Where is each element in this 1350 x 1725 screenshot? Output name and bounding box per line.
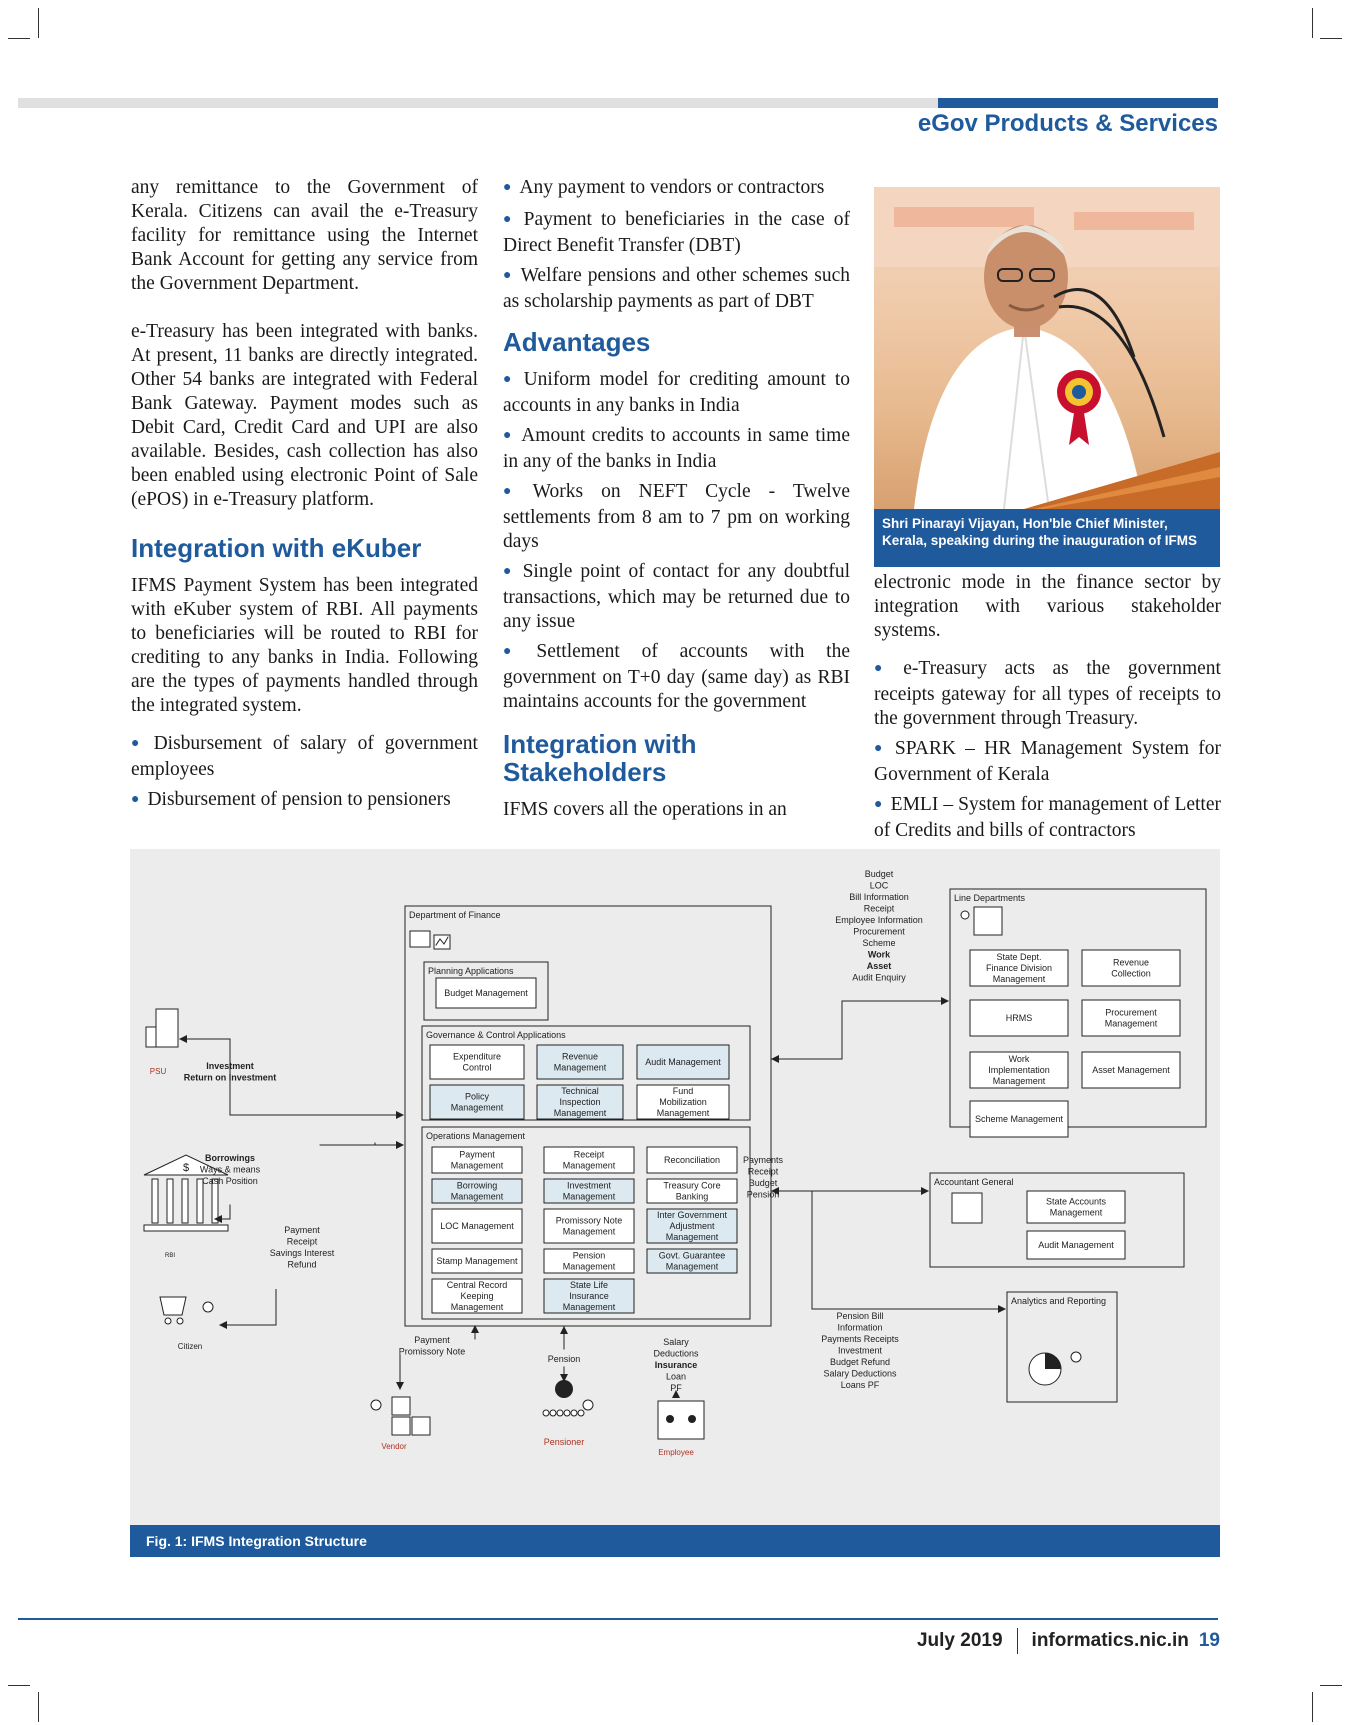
box-label: Management <box>1104 1018 1158 1029</box>
box-label: Procurement <box>1105 1007 1157 1018</box>
pensioner-label: Pensioner <box>543 1437 585 1447</box>
group-title: Department of Finance <box>409 910 501 920</box>
pensioner-icon <box>564 1410 570 1416</box>
photo-caption: Shri Pinarayi Vijayan, Hon'ble Chief Minister, Kerala, speaking during the inauguration of IFMS <box>874 509 1220 567</box>
connector-line-depts <box>842 1001 948 1059</box>
page-number: 19 <box>1198 1630 1220 1651</box>
connector-line-citizen-back <box>220 1289 276 1325</box>
person-icon <box>371 1400 381 1410</box>
box-label: Management <box>562 1226 616 1237</box>
rbi-flow-label: Borrowings <box>204 1153 256 1163</box>
box-label: State Accounts <box>1045 1196 1107 1207</box>
ag-flow-label: Pension <box>746 1189 780 1200</box>
ag-flow-label: Payments <box>742 1155 784 1165</box>
vendor-icon <box>392 1397 410 1415</box>
list-item: ● Uniform model for crediting amount to accounts in any banks in India <box>503 369 850 416</box>
vendor-icon <box>412 1417 430 1435</box>
box-label: Management <box>553 1108 607 1118</box>
footer-date: July 2019 <box>916 1630 1003 1651</box>
column-2 <box>503 176 850 836</box>
group-title: Analytics and Reporting <box>1011 1296 1107 1306</box>
people-icon <box>961 911 969 919</box>
pensioner-icon <box>550 1410 556 1416</box>
speaker-illustration <box>874 187 1220 509</box>
box-label: Mobilization <box>659 1097 707 1107</box>
ag-flow-label: Receipt <box>747 1166 779 1177</box>
box-label: Stamp Management <box>436 1256 518 1266</box>
ifms-integration-diagram <box>130 849 1220 1525</box>
paragraph: electronic mode in the finance sector by integration with various stakeholder systems. <box>874 572 1221 641</box>
box-label: Implementation <box>988 1065 1050 1075</box>
heading-advantages: Advantages <box>503 327 651 357</box>
paragraph: e-Treasury has been integrated with banks. At present, 11 banks are directly integrated. Other 54 banks are integrated with Federal Bank Gateway. Payment modes such as Debit Card, Credit Card and UPI are also available. Besides, cash collection has also been enabled using electronic Point of Sale (ePOS) in e-Treasury platform. <box>131 321 478 510</box>
box-label: Reconciliation <box>663 1155 721 1165</box>
top-flow-label: Procurement <box>853 926 905 937</box>
pensioner-icon <box>557 1410 563 1416</box>
top-flow-label: Asset <box>866 961 892 971</box>
list-item: ● e-Treasury acts as the government receipts gateway for all types of receipts to the government through Treasury. <box>874 658 1221 729</box>
box-label: State Life <box>569 1280 609 1290</box>
box-label: Management <box>562 1191 616 1202</box>
rbi-flow-label: Cash Position <box>202 1176 258 1186</box>
box-label: Treasury Core <box>663 1180 721 1191</box>
vendor-label: Vendor <box>381 1442 407 1451</box>
employee-flow-label: PF <box>670 1383 682 1393</box>
analytics-flow-label: Information <box>837 1322 883 1333</box>
bullet-list <box>874 657 1221 843</box>
analytics-flow-label: Payments Receipts <box>821 1334 899 1344</box>
employee-flow-label: Insurance <box>654 1360 698 1370</box>
bullet-list <box>503 368 850 714</box>
box-label: Work <box>1008 1054 1030 1064</box>
pie-chart-icon <box>1045 1353 1061 1369</box>
analytics-group <box>1007 1292 1117 1402</box>
box-label: Management <box>992 974 1046 984</box>
box-label: Management <box>562 1261 616 1272</box>
box-label: Asset Management <box>1092 1065 1170 1075</box>
analytics-flow-label: Budget Refund <box>829 1357 891 1367</box>
cart-icon <box>165 1318 171 1324</box>
box-label: Management <box>992 1076 1046 1086</box>
box-label: Insurance <box>569 1291 609 1301</box>
cart-icon <box>160 1297 186 1315</box>
top-flow-label: Work <box>867 949 891 960</box>
box-label: Govt. Guarantee <box>658 1250 726 1261</box>
psu-flow-label: Return on Investment <box>183 1072 277 1083</box>
group-title: Governance & Control Applications <box>426 1030 566 1040</box>
crop-mark <box>1312 1692 1313 1722</box>
box-label: Revenue <box>561 1051 599 1062</box>
cart-icon <box>177 1318 183 1324</box>
bank-icon <box>182 1179 188 1223</box>
bullet-list <box>503 176 850 314</box>
citizen-flow-label: Payment <box>284 1225 320 1235</box>
box-label: Receipt <box>573 1149 605 1160</box>
box-label: Management <box>450 1191 504 1202</box>
paragraph: any remittance to the Government of Kerala. Citizens can avail the e-Treasury facility for remittance using the Internet Bank Account for getting any service from the Government Department. <box>131 177 478 294</box>
vendor-flow-label: Promissory Note <box>398 1346 466 1357</box>
top-flow-label: Bill Information <box>849 892 909 902</box>
employee-icon <box>658 1401 704 1439</box>
box-label: Collection <box>1111 968 1151 979</box>
building-icon <box>146 1027 156 1047</box>
crop-mark <box>8 1685 30 1686</box>
rbi-flow-label: Ways & means <box>199 1164 261 1175</box>
box-label: Payment <box>459 1149 495 1160</box>
top-flow-label: Scheme <box>862 938 896 948</box>
box-label: Keeping <box>460 1291 494 1301</box>
box-label: Inspection <box>559 1097 601 1107</box>
list-item: ● Welfare pensions and other schemes such as scholarship payments as part of DBT <box>503 265 850 312</box>
group-title: Operations Management <box>426 1131 526 1141</box>
pensioner-flow-label: Pension <box>547 1354 581 1364</box>
analytics-flow-label: Salary Deductions <box>823 1368 897 1379</box>
box-label: Adjustment <box>669 1221 715 1231</box>
box-label: Management <box>450 1302 504 1312</box>
person-icon <box>583 1400 593 1410</box>
psu-flow-label: Investment <box>206 1061 254 1071</box>
box-label: LOC Management <box>440 1221 514 1231</box>
list-item: ● SPARK – HR Management System for Government of Kerala <box>874 738 1221 785</box>
box-label: Technical <box>561 1086 599 1096</box>
box-label: Pension <box>572 1250 606 1261</box>
box-label: Management <box>665 1261 719 1272</box>
people-icon <box>974 907 1002 935</box>
rbi-label: RBI <box>164 1253 176 1259</box>
group-title: Line Departments <box>954 893 1026 903</box>
analytics-flow-label: Loans PF <box>840 1380 880 1390</box>
heading-stakeholders: Integration with Stakeholders <box>503 729 697 787</box>
analytics-flow-label: Pension Bill <box>836 1311 884 1321</box>
finance-icon <box>410 931 430 947</box>
group-title: Planning Applications <box>428 966 514 976</box>
box-label: Scheme Management <box>974 1114 1064 1124</box>
bank-icon <box>167 1179 173 1223</box>
list-item: ● Settlement of accounts with the government on T+0 day (same day) as RBI maintains accounts for the government <box>503 641 850 712</box>
crop-mark <box>8 38 30 39</box>
box-label: Management <box>450 1160 504 1171</box>
paragraph: IFMS covers all the operations in an <box>503 799 787 820</box>
box-label: Revenue <box>1112 957 1150 968</box>
box-label: State Dept. <box>996 952 1042 962</box>
figure-caption: Fig. 1: IFMS Integration Structure <box>130 1525 1220 1557</box>
list-item: ● Amount credits to accounts in same time in any of the banks in India <box>503 425 850 472</box>
citizen-flow-label: Receipt <box>286 1236 318 1247</box>
footer <box>917 1628 1220 1654</box>
list-item: ● EMLI – System for management of Letter of Credits and bills of contractors <box>874 794 1222 841</box>
box-label: Fund <box>672 1086 694 1096</box>
list-item: ● Disbursement of salary of government employees <box>131 733 478 780</box>
top-flow-label: Employee Information <box>835 915 923 925</box>
section-title: eGov Products & Services <box>917 110 1218 137</box>
box-label: Investment <box>566 1180 612 1191</box>
paragraph: IFMS Payment System has been integrated with eKuber system of RBI. All payments to beneficiaries will be routed to RBI for crediting to any banks in India. Following are the types of payments handled through the integrated system. <box>131 575 478 716</box>
person-icon <box>203 1302 213 1312</box>
footer-separator <box>1017 1628 1018 1654</box>
box-label: Audit Management <box>1038 1240 1114 1250</box>
bullet-list <box>131 732 478 814</box>
employee-flow-label: Deductions <box>653 1348 699 1359</box>
column-1 <box>131 176 478 820</box>
list-item: ● Payment to beneficiaries in the case of Direct Benefit Transfer (DBT) <box>503 209 850 256</box>
box-label: Finance Division <box>985 963 1053 973</box>
footer-rule <box>18 1618 1218 1620</box>
pensioner-icon <box>571 1410 577 1416</box>
employee-icon <box>688 1415 696 1423</box>
pensioner-icon <box>578 1410 584 1416</box>
box-label: Management <box>450 1102 504 1113</box>
list-item: ● Disbursement of pension to pensioners <box>131 789 451 810</box>
bank-icon <box>144 1225 228 1231</box>
box-label: Inter Government <box>656 1210 728 1220</box>
list-item: ● Single point of contact for any doubtful transactions, which may be returned due to any issue <box>503 561 850 632</box>
box-label: Management <box>562 1302 616 1312</box>
box-label: Central Record <box>446 1280 508 1290</box>
dollar-icon: $ <box>182 1162 190 1174</box>
crop-mark <box>1312 8 1313 38</box>
box-label: Management <box>656 1108 710 1118</box>
calculator-icon <box>952 1193 982 1223</box>
box-label: Policy <box>464 1091 490 1102</box>
employee-flow-label: Loan <box>665 1371 687 1382</box>
pensioner-icon <box>555 1380 573 1398</box>
box-label: Promissory Note <box>555 1215 623 1226</box>
header-rule-accent <box>938 98 1218 108</box>
diagram-canvas <box>130 849 1220 1525</box>
crop-mark <box>38 1692 39 1722</box>
building-icon <box>156 1009 178 1047</box>
group-title: Accountant General <box>934 1177 1014 1187</box>
footer-site: informatics.nic.in <box>1031 1630 1189 1651</box>
employee-icon <box>666 1415 674 1423</box>
bank-icon <box>152 1179 158 1223</box>
psu-label: PSU <box>149 1067 167 1076</box>
top-flow-label: Receipt <box>863 903 895 914</box>
vendor-icon <box>392 1417 410 1435</box>
box-label: Control <box>462 1062 492 1073</box>
crop-mark <box>1320 1685 1342 1686</box>
box-label: Management <box>553 1062 607 1073</box>
top-flow-label: Audit Enquiry <box>852 972 906 983</box>
box-label: Banking <box>675 1191 709 1202</box>
citizen-label: Citizen <box>177 1342 203 1351</box>
box-label: Management <box>665 1232 719 1242</box>
heading-ekuber: Integration with eKuber <box>131 533 422 563</box>
list-item: ● Works on NEFT Cycle - Twelve settlements from 8 am to 7 pm on working days <box>503 481 850 552</box>
top-flow-label: LOC <box>869 880 889 891</box>
pensioner-icon <box>543 1410 549 1416</box>
box-label: Expenditure <box>452 1051 502 1062</box>
box-label: Management <box>1049 1207 1103 1218</box>
employee-label: Employee <box>658 1448 694 1457</box>
box-label: Budget Management <box>444 988 528 998</box>
top-flow-label: Budget <box>864 869 894 879</box>
box-label: Audit Management <box>645 1057 721 1067</box>
citizen-flow-label: Savings Interest <box>269 1248 335 1258</box>
person-icon <box>1071 1352 1081 1362</box>
crop-mark <box>38 8 39 38</box>
box-label: Management <box>562 1160 616 1171</box>
photo-chief-minister <box>874 187 1220 509</box>
crop-mark <box>1320 38 1342 39</box>
box-label: Borrowing <box>456 1180 498 1191</box>
citizen-flow-label: Refund <box>287 1259 317 1270</box>
vendor-flow-label: Payment <box>414 1335 450 1345</box>
employee-flow-label: Salary <box>663 1337 689 1347</box>
column-3 <box>874 571 1221 849</box>
box-label: HRMS <box>1005 1013 1033 1023</box>
analytics-flow-label: Investment <box>837 1345 883 1356</box>
list-item: ● Any payment to vendors or contractors <box>503 177 825 198</box>
ag-flow-label: Budget <box>748 1178 778 1188</box>
